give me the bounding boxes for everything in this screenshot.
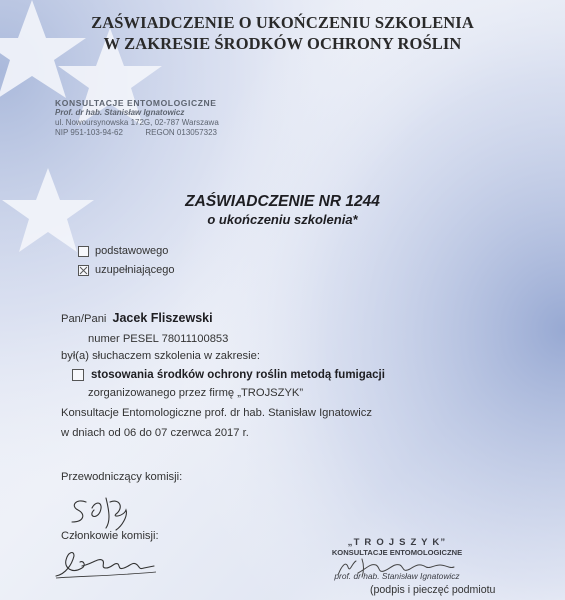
organizer-line: zorganizowanego przez firmę „TROJSZYK”	[88, 387, 304, 399]
certificate-subtitle: o ukończeniu szkolenia*	[207, 212, 358, 227]
dates-line: w dniach od 06 do 07 czerwca 2017 r.	[61, 427, 249, 439]
sender-person: Prof. dr hab. Stanisław Ignatowicz	[55, 108, 185, 117]
option-supplementary	[78, 264, 175, 276]
option-basic-label: podstawowego	[95, 245, 169, 257]
commission-chair-label: Przewodniczący komisji:	[61, 471, 183, 483]
recipient-prefix: Pan/Pani	[61, 313, 107, 325]
scope-text: stosowania środków ochrony roślin metodą fumigacji	[91, 369, 385, 381]
checkbox-supplementary[interactable]	[78, 265, 89, 276]
scope-line	[72, 369, 385, 381]
sender-name: KONSULTACJE ENTOMOLOGICZNE	[55, 98, 217, 108]
chair-signature	[66, 492, 138, 534]
checkbox-basic[interactable]	[78, 246, 89, 257]
member-signature	[52, 546, 162, 582]
pesel-value: 78011100853	[161, 333, 229, 345]
stamp-person: prof. dr hab. Stanisław Ignatowicz	[334, 571, 460, 581]
pesel-label: numer PESEL	[88, 333, 159, 345]
commission-members-label: Członkowie komisji:	[61, 530, 159, 542]
heading-line-2: W ZAKRESIE ŚRODKÓW OCHRONY ROŚLIN	[103, 34, 462, 53]
participation-line: był(a) słuchaczem szkolenia w zakresie:	[61, 350, 260, 362]
sender-ids	[55, 128, 219, 138]
option-basic	[78, 245, 168, 257]
sender-block	[55, 98, 219, 138]
recipient-name: Jacek Fliszewski	[112, 311, 213, 325]
document-heading	[0, 13, 565, 54]
sender-address: ul. Nowoursynowska 172G, 02-787 Warszawa	[55, 118, 219, 127]
option-supplementary-label: uzupełniającego	[95, 264, 175, 276]
check-x-icon	[79, 266, 88, 275]
organizer-full-line: Konsultacje Entomologiczne prof. dr hab. Stanisław Ignatowicz	[61, 407, 372, 419]
company-stamp	[318, 537, 476, 557]
stamp-sub: KONSULTACJE ENTOMOLOGICZNE	[331, 548, 463, 557]
recipient-line	[61, 311, 213, 325]
checkbox-scope[interactable]	[72, 369, 84, 381]
stamp-caption: (podpis i pieczęć podmiotu	[370, 584, 496, 596]
stamp-name: „T R O J S Z Y K”	[347, 537, 447, 548]
certificate-title: ZAŚWIADCZENIE NR 1244	[185, 193, 380, 210]
sender-regon: REGON 013057323	[145, 128, 217, 137]
heading-line-1: ZAŚWIADCZENIE O UKOŃCZENIU SZKOLENIA	[91, 13, 474, 32]
sender-nip: NIP 951-103-94-62	[55, 128, 123, 137]
pesel-line	[88, 333, 228, 345]
